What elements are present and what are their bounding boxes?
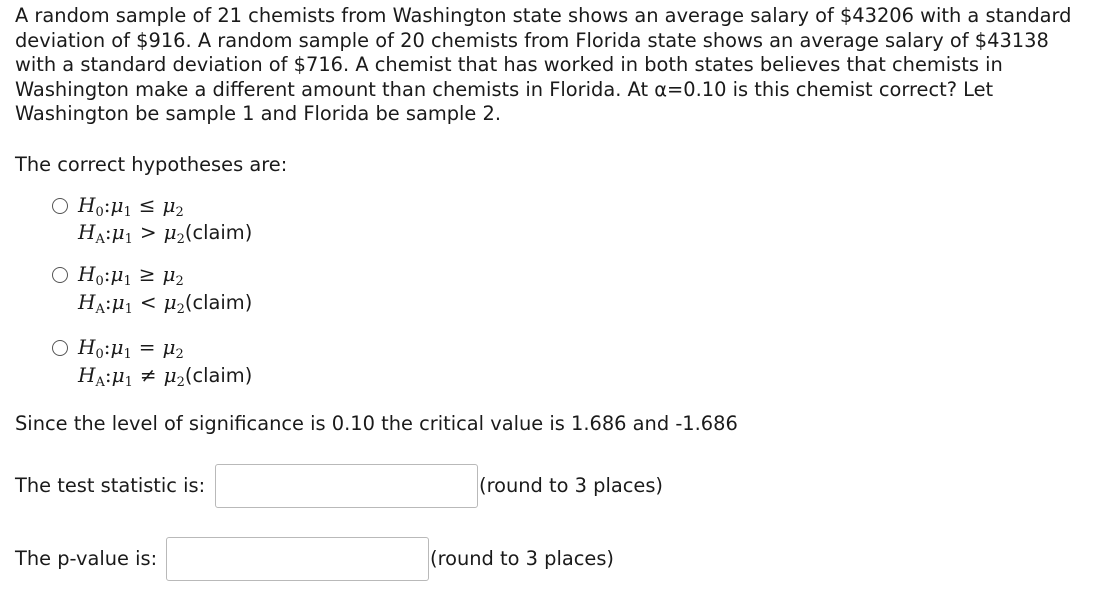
alternative-hypothesis: $H_A:\mu_1$ > $\mu_2(claim)$ bbox=[78, 220, 253, 247]
problem-statement: A random sample of 21 chemists from Washington state shows an average salary of $43206 with a standard deviation of $916. A random sample of 20 chemists from Florida state shows an average salary of $43138 with a standard deviation of $716. A chemist that has worked in both states believes that chemists in Washington make a different amount than chemists in Florida. At α=0.10 is this chemist correct? Let Washington be sample 1 and Florida be sample 2. bbox=[15, 4, 1072, 126]
alternative-hypothesis: $H_A:\mu_1$ ≠ $\mu_2(claim)$ bbox=[78, 363, 253, 390]
test-statistic-label: The test statistic is: bbox=[15, 474, 206, 497]
test-statistic-input[interactable] bbox=[215, 464, 478, 508]
p-value-hint: (round to 3 places) bbox=[430, 547, 614, 570]
alternative-hypothesis: $H_A:\mu_1$ < $\mu_2(claim)$ bbox=[78, 290, 253, 317]
null-hypothesis: $H_0:\mu_1 = \mu_2$ bbox=[78, 335, 184, 362]
p-value-label: The p-value is: bbox=[15, 547, 158, 570]
test-statistic-hint: (round to 3 places) bbox=[479, 474, 663, 497]
radio-button[interactable] bbox=[52, 340, 68, 356]
radio-button[interactable] bbox=[52, 198, 68, 214]
hypotheses-heading: The correct hypotheses are: bbox=[15, 153, 288, 176]
null-hypothesis: $H_0:\mu_1 \ge \mu_2$ bbox=[78, 262, 184, 289]
null-hypothesis: $H_0:\mu_1 \le \mu_2$ bbox=[78, 193, 184, 220]
critical-value-statement: Since the level of significance is 0.10 the critical value is 1.686 and -1.686 bbox=[15, 412, 738, 435]
radio-button[interactable] bbox=[52, 267, 68, 283]
p-value-input[interactable] bbox=[166, 537, 429, 581]
